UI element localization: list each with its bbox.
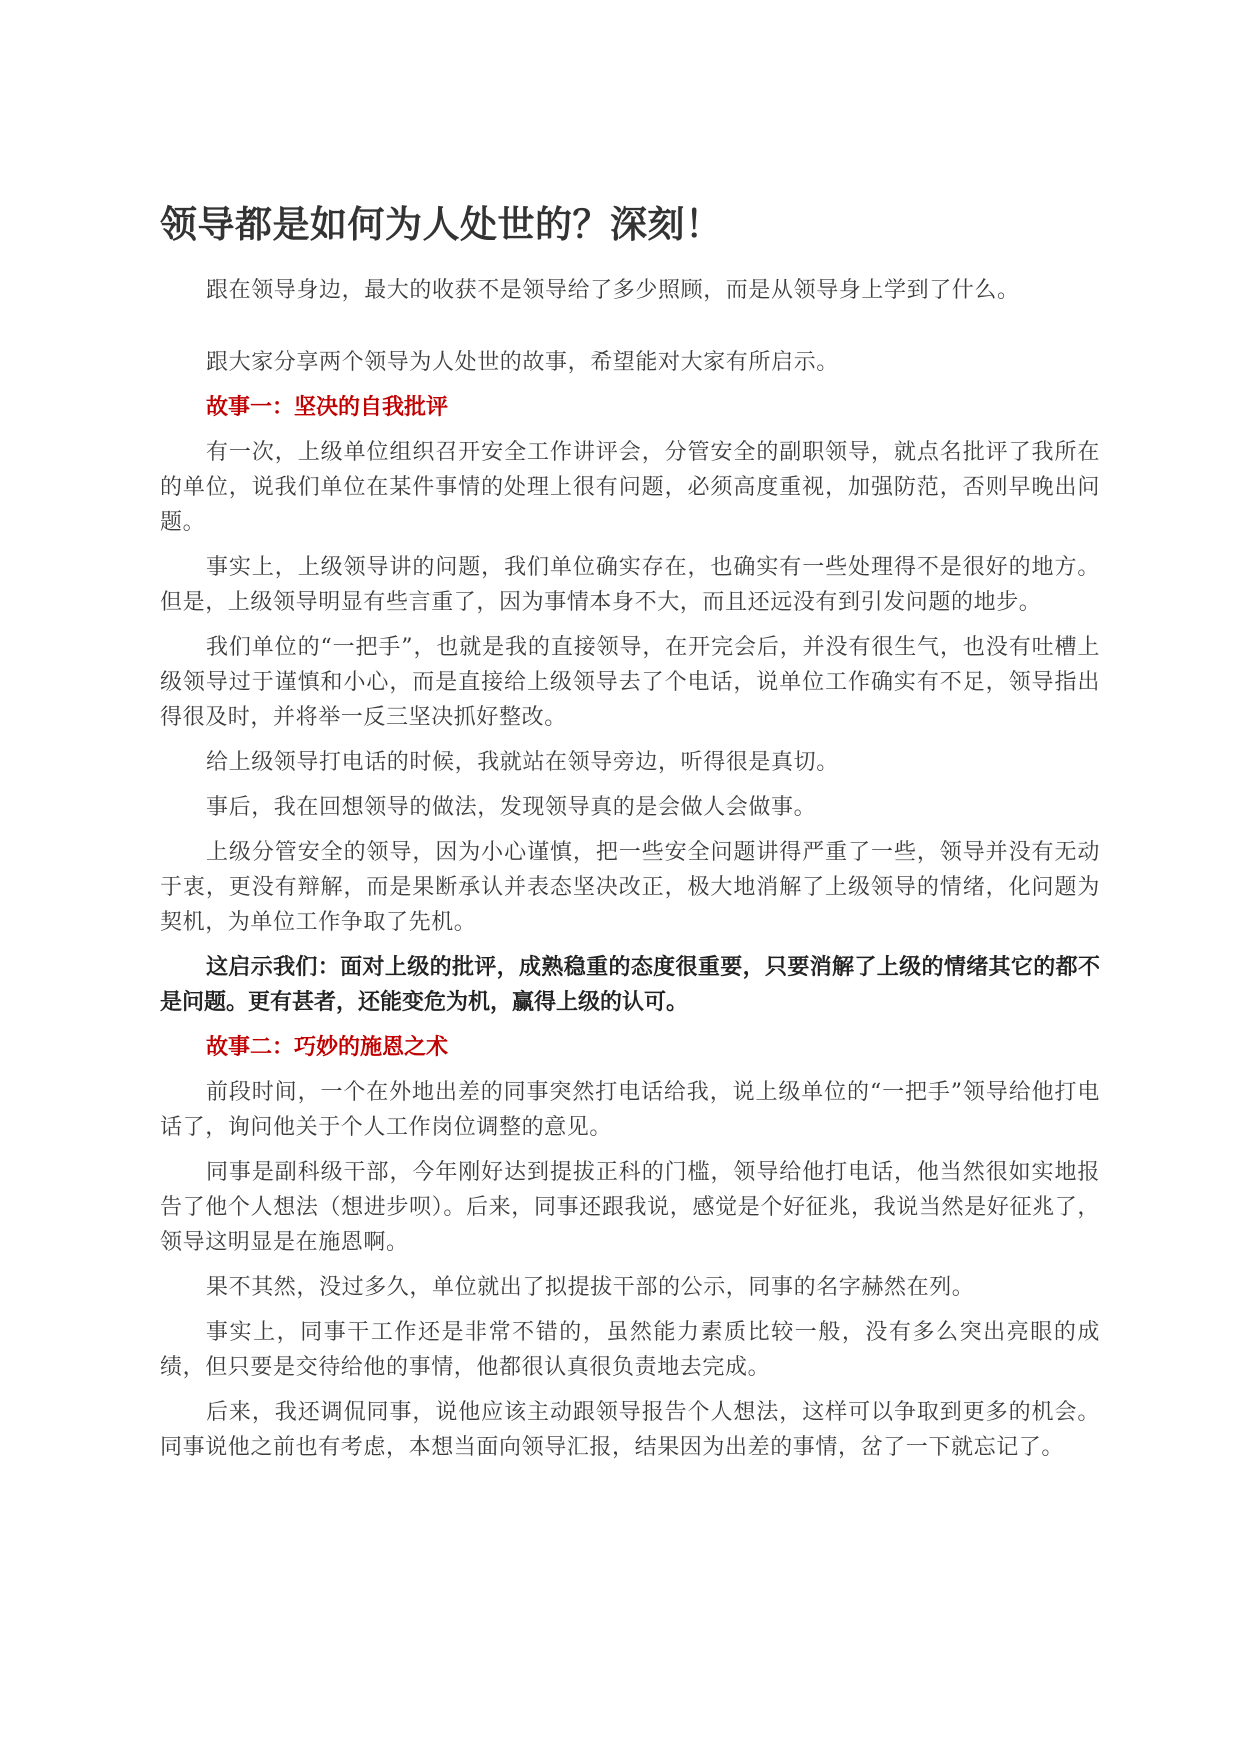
story2-paragraph-1: 前段时间，一个在外地出差的同事突然打电话给我，说上级单位的“一把手”领导给他打电话了，询问他关于个人工作岗位调整的意见。 [160, 1080, 1100, 1140]
story2-paragraph-4: 事实上，同事干工作还是非常不错的，虽然能力素质比较一般，没有多么突出亮眼的成绩，但只要是交待给他的事情，他都很认真很负责地去完成。 [160, 1320, 1100, 1380]
story2-heading: 故事二：巧妙的施恩之术 [206, 1034, 449, 1060]
story1-paragraph-5: 事后，我在回想领导的做法，发现领导真的是会做人会做事。 [206, 795, 817, 820]
story1-paragraph-6: 上级分管安全的领导，因为小心谨慎，把一些安全问题讲得严重了一些，领导并没有无动于衷，更没有辩解，而是果断承认并表态坚决改正，极大地消解了上级领导的情绪，化问题为契机，为单位工作争取了先机。 [160, 840, 1100, 935]
intro-paragraph-2: 跟大家分享两个领导为人处世的故事，希望能对大家有所启示。 [206, 350, 839, 375]
story1-heading: 故事一：坚决的自我批评 [206, 394, 449, 420]
story2-paragraph-5: 后来，我还调侃同事，说他应该主动跟领导报告个人想法，这样可以争取到更多的机会。同事说他之前也有考虑，本想当面向领导汇报，结果因为出差的事情，岔了一下就忘记了。 [160, 1400, 1100, 1460]
story1-paragraph-3: 我们单位的“一把手”，也就是我的直接领导，在开完会后，并没有很生气，也没有吐槽上级领导过于谨慎和小心，而是直接给上级领导去了个电话，说单位工作确实有不足，领导指出得很及时，并将举一反三坚决抓好整改。 [160, 635, 1100, 730]
document-page [160, 200, 1100, 1465]
story1-paragraph-4: 给上级领导打电话的时候，我就站在领导旁边，听得很是真切。 [206, 750, 839, 775]
intro-paragraph-1: 跟在领导身边，最大的收获不是领导给了多少照顾，而是从领导身上学到了什么。 [206, 278, 1020, 303]
story1-paragraph-2: 事实上，上级领导讲的问题，我们单位确实存在，也确实有一些处理得不是很好的地方。但是，上级领导明显有些言重了，因为事情本身不大，而且还远没有到引发问题的地步。 [160, 555, 1100, 615]
story2-paragraph-3: 果不其然，没过多久，单位就出了拟提拔干部的公示，同事的名字赫然在列。 [206, 1275, 975, 1300]
story2-paragraph-2: 同事是副科级干部，今年刚好达到提拔正科的门槛，领导给他打电话，他当然很如实地报告了他个人想法（想进步呗）。后来，同事还跟我说，感觉是个好征兆，我说当然是好征兆了，领导这明显是在施恩啊。 [160, 1160, 1100, 1255]
story1-lesson: 这启示我们：面对上级的批评，成熟稳重的态度很重要，只要消解了上级的情绪其它的都不是问题。更有甚者，还能变危为机，赢得上级的认可。 [160, 954, 1100, 1015]
story1-paragraph-1: 有一次，上级单位组织召开安全工作讲评会，分管安全的副职领导，就点名批评了我所在的单位，说我们单位在某件事情的处理上很有问题，必须高度重视，加强防范，否则早晚出问题。 [160, 440, 1100, 535]
page-title: 领导都是如何为人处世的？深刻！ [160, 203, 723, 246]
